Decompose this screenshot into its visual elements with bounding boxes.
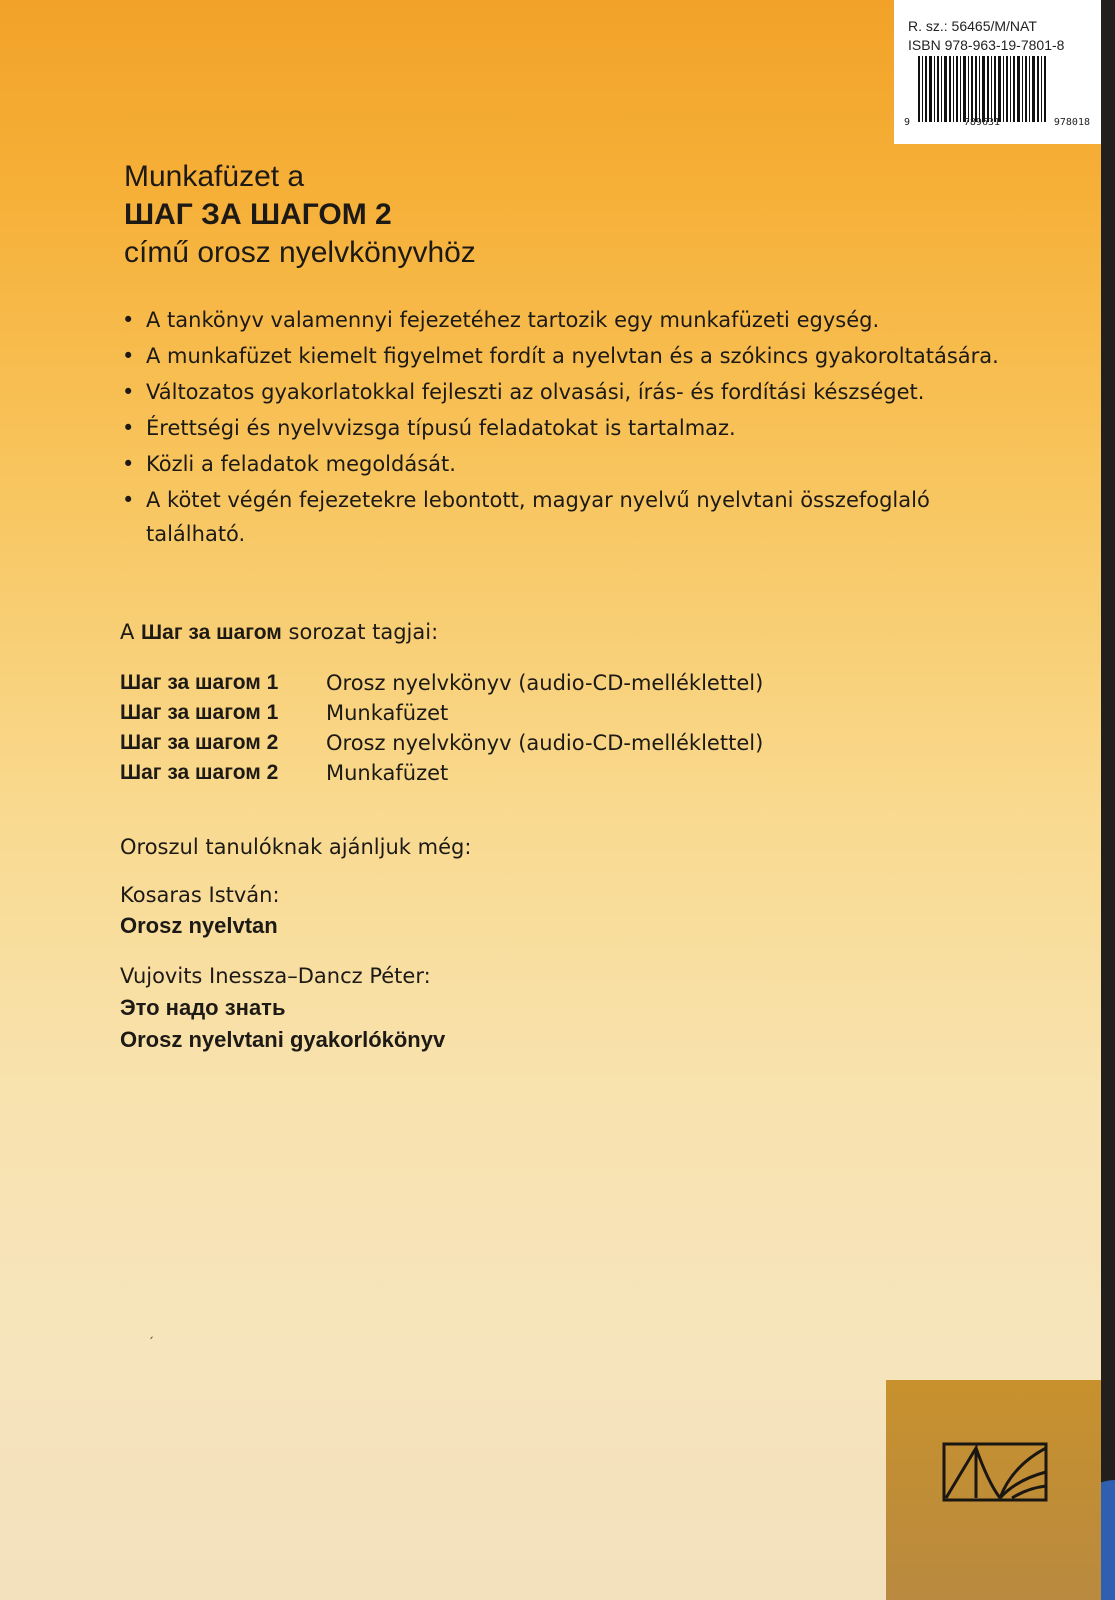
series-row-desc: Munkafüzet <box>326 701 449 725</box>
series-intro <box>120 617 438 648</box>
recommend-author-1: Kosaras István: <box>120 883 280 907</box>
series-row <box>120 758 763 788</box>
title-block <box>124 158 476 272</box>
series-row-desc: Orosz nyelvkönyv (audio-CD-melléklettel) <box>326 671 764 695</box>
book-spine <box>1101 0 1115 1600</box>
recommend-heading: Oroszul tanulóknak ajánljuk még: <box>120 835 472 859</box>
series-row <box>120 698 763 728</box>
series-list <box>120 668 763 788</box>
barcode-digits <box>904 117 1090 128</box>
feature-item: • Változatos gyakorlatokkal fejleszti az olvasási, írás- és fordítási készséget. <box>120 375 1000 409</box>
series-row <box>120 668 763 698</box>
series-row <box>120 728 763 758</box>
barcode-digit-prefix: 9 <box>904 117 911 128</box>
barcode-digit-group-2: 978018 <box>1053 117 1090 128</box>
series-intro-name: Шаг за шагом <box>141 621 282 644</box>
feature-list <box>120 303 1000 553</box>
isbn-label <box>894 0 1101 144</box>
series-intro-suffix: sorozat tagjai: <box>281 620 439 644</box>
publisher-logo-icon <box>942 1442 1048 1502</box>
barcode-digit-group-1: 789631 <box>963 117 1001 128</box>
title-line-2: ШАГ ЗА ШАГОМ 2 <box>124 198 392 231</box>
title-line-1: Munkafüzet a <box>124 160 305 193</box>
title-line-3: című orosz nyelvkönyvhöz <box>124 236 476 269</box>
recommend-book-1: Orosz nyelvtan <box>120 913 278 938</box>
series-row-desc: Munkafüzet <box>326 761 449 785</box>
series-row-name: Шаг за шагом 2 <box>120 761 279 784</box>
isbn-number: ISBN 978-963-19-7801-8 <box>908 37 1065 53</box>
feature-item: • Közli a feladatok megoldását. <box>120 447 1000 481</box>
feature-item: • Érettségi és nyelvvizsga típusú feladatokat is tartalmaz. <box>120 411 1000 445</box>
feature-item: • A kötet végén fejezetekre lebontott, magyar nyelvű nyelvtani összefoglaló található. <box>120 483 1000 551</box>
registration-number: R. sz.: 56465/M/NAT <box>908 18 1037 34</box>
recommend-book-2-subtitle: Orosz nyelvtani gyakorlókönyv <box>120 1027 446 1052</box>
barcode-icon <box>918 56 1086 122</box>
feature-item: • A tankönyv valamennyi fejezetéhez tartozik egy munkafüzeti egység. <box>120 303 1000 337</box>
recommend-author-2: Vujovits Inessza–Dancz Péter: <box>120 964 431 988</box>
publisher-logo-box <box>886 1380 1101 1600</box>
recommend-book-2-title: Это надо знать <box>120 995 286 1020</box>
series-row-desc: Orosz nyelvkönyv (audio-CD-melléklettel) <box>326 731 764 755</box>
series-intro-prefix: A <box>120 620 142 644</box>
feature-item: • A munkafüzet kiemelt figyelmet fordít a nyelvtan és a szókincs gyakoroltatására. <box>120 339 1000 373</box>
series-row-name: Шаг за шагом 1 <box>120 671 279 694</box>
series-row-name: Шаг за шагом 2 <box>120 731 279 754</box>
series-row-name: Шаг за шагом 1 <box>120 701 279 724</box>
stray-mark: ˏ <box>148 1325 154 1339</box>
